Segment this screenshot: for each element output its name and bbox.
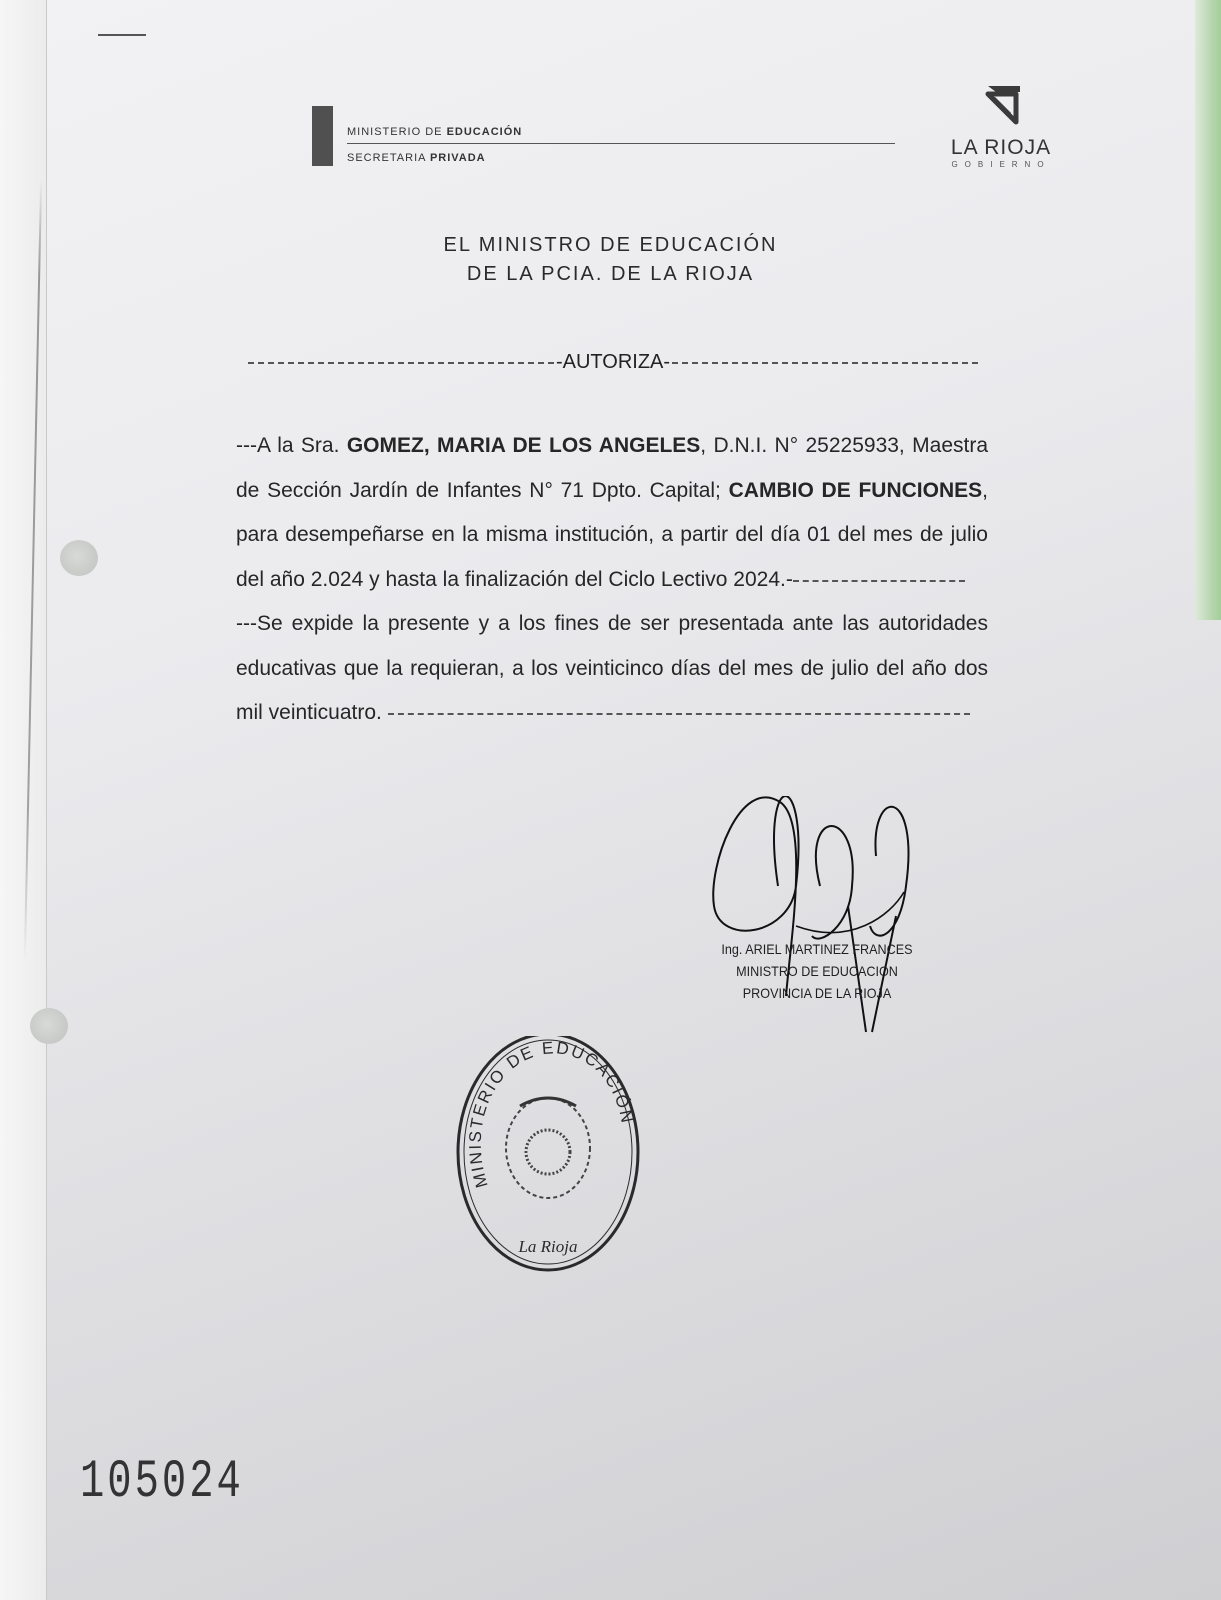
signature-stamp (718, 938, 916, 1004)
signer-title: MINISTRO DE EDUCACION (736, 963, 898, 979)
secretaria-bold: PRIVADA (429, 152, 486, 164)
letterhead-secretaria (347, 152, 486, 164)
change-of-functions: CAMBIO DE FUNCIONES (728, 478, 983, 502)
logo-name: LA RIOJA (950, 136, 1052, 159)
document-title-line2: DE LA PCIA. DE LA RIOJA (466, 263, 755, 285)
serial-number: 105024 (80, 1452, 244, 1513)
autoriza-heading (248, 350, 978, 374)
p1-details: , D.N.I. N° 25225933, Maestra de Sección Jardín de Infantes N° 71 Dpto. Capital; (236, 434, 988, 502)
paragraph-authorization (236, 424, 988, 602)
la-rioja-logo (936, 84, 1066, 174)
p1-intro: ---A la Sra. (236, 434, 347, 457)
top-mark (98, 34, 146, 36)
punch-hole (60, 540, 98, 576)
signer-province: PROVINCIA DE LA RIOJA (742, 985, 892, 1001)
document-body (236, 424, 988, 736)
la-rioja-emblem-icon (936, 84, 1066, 136)
seal-bottom-text: La Rioja (518, 1237, 578, 1256)
handwritten-signature (700, 796, 940, 1056)
document-title-line1: EL MINISTRO DE EDUCACIÓN (443, 234, 778, 256)
seal-ring-text: MINISTERIO DE EDUCACIÓN (465, 1038, 638, 1190)
ministry-prefix: MINISTERIO DE (347, 126, 443, 138)
p2-text: ---Se expide la presente y a los fines de ser presentada ante las autoridades educativas que la requieran, a los veinticinco días del mes de julio del año dos mil veinticuatro. (236, 612, 988, 724)
ministry-bold: EDUCACIÓN (446, 126, 523, 138)
secretaria-prefix: SECRETARIA (347, 152, 426, 164)
autoriza-word: -AUTORIZA- (555, 350, 671, 373)
dash-leader-left (248, 362, 554, 364)
paragraph-issuance (236, 602, 988, 736)
employee-name: GOMEZ, MARIA DE LOS ANGELES (346, 434, 701, 457)
letterhead-ministry (347, 126, 522, 138)
official-seal-stamp (448, 1036, 648, 1286)
signer-name: Ing. ARIEL MARTINEZ FRANCES (721, 941, 913, 957)
p1-period: , para desempeñarse en la misma institución, a partir del día 01 del mes de julio del año 2.024 y hasta la finalización del Ciclo Lectivo 2024.- (236, 478, 988, 591)
letterhead-bar (312, 106, 333, 166)
punch-hole (30, 1008, 68, 1044)
background-green-strip (1195, 0, 1221, 620)
dash-filler (388, 713, 970, 715)
letterhead-rule (347, 143, 895, 144)
dash-filler (793, 580, 965, 582)
dash-leader-right (672, 362, 978, 364)
logo-sub: GOBIERNO (951, 160, 1051, 169)
